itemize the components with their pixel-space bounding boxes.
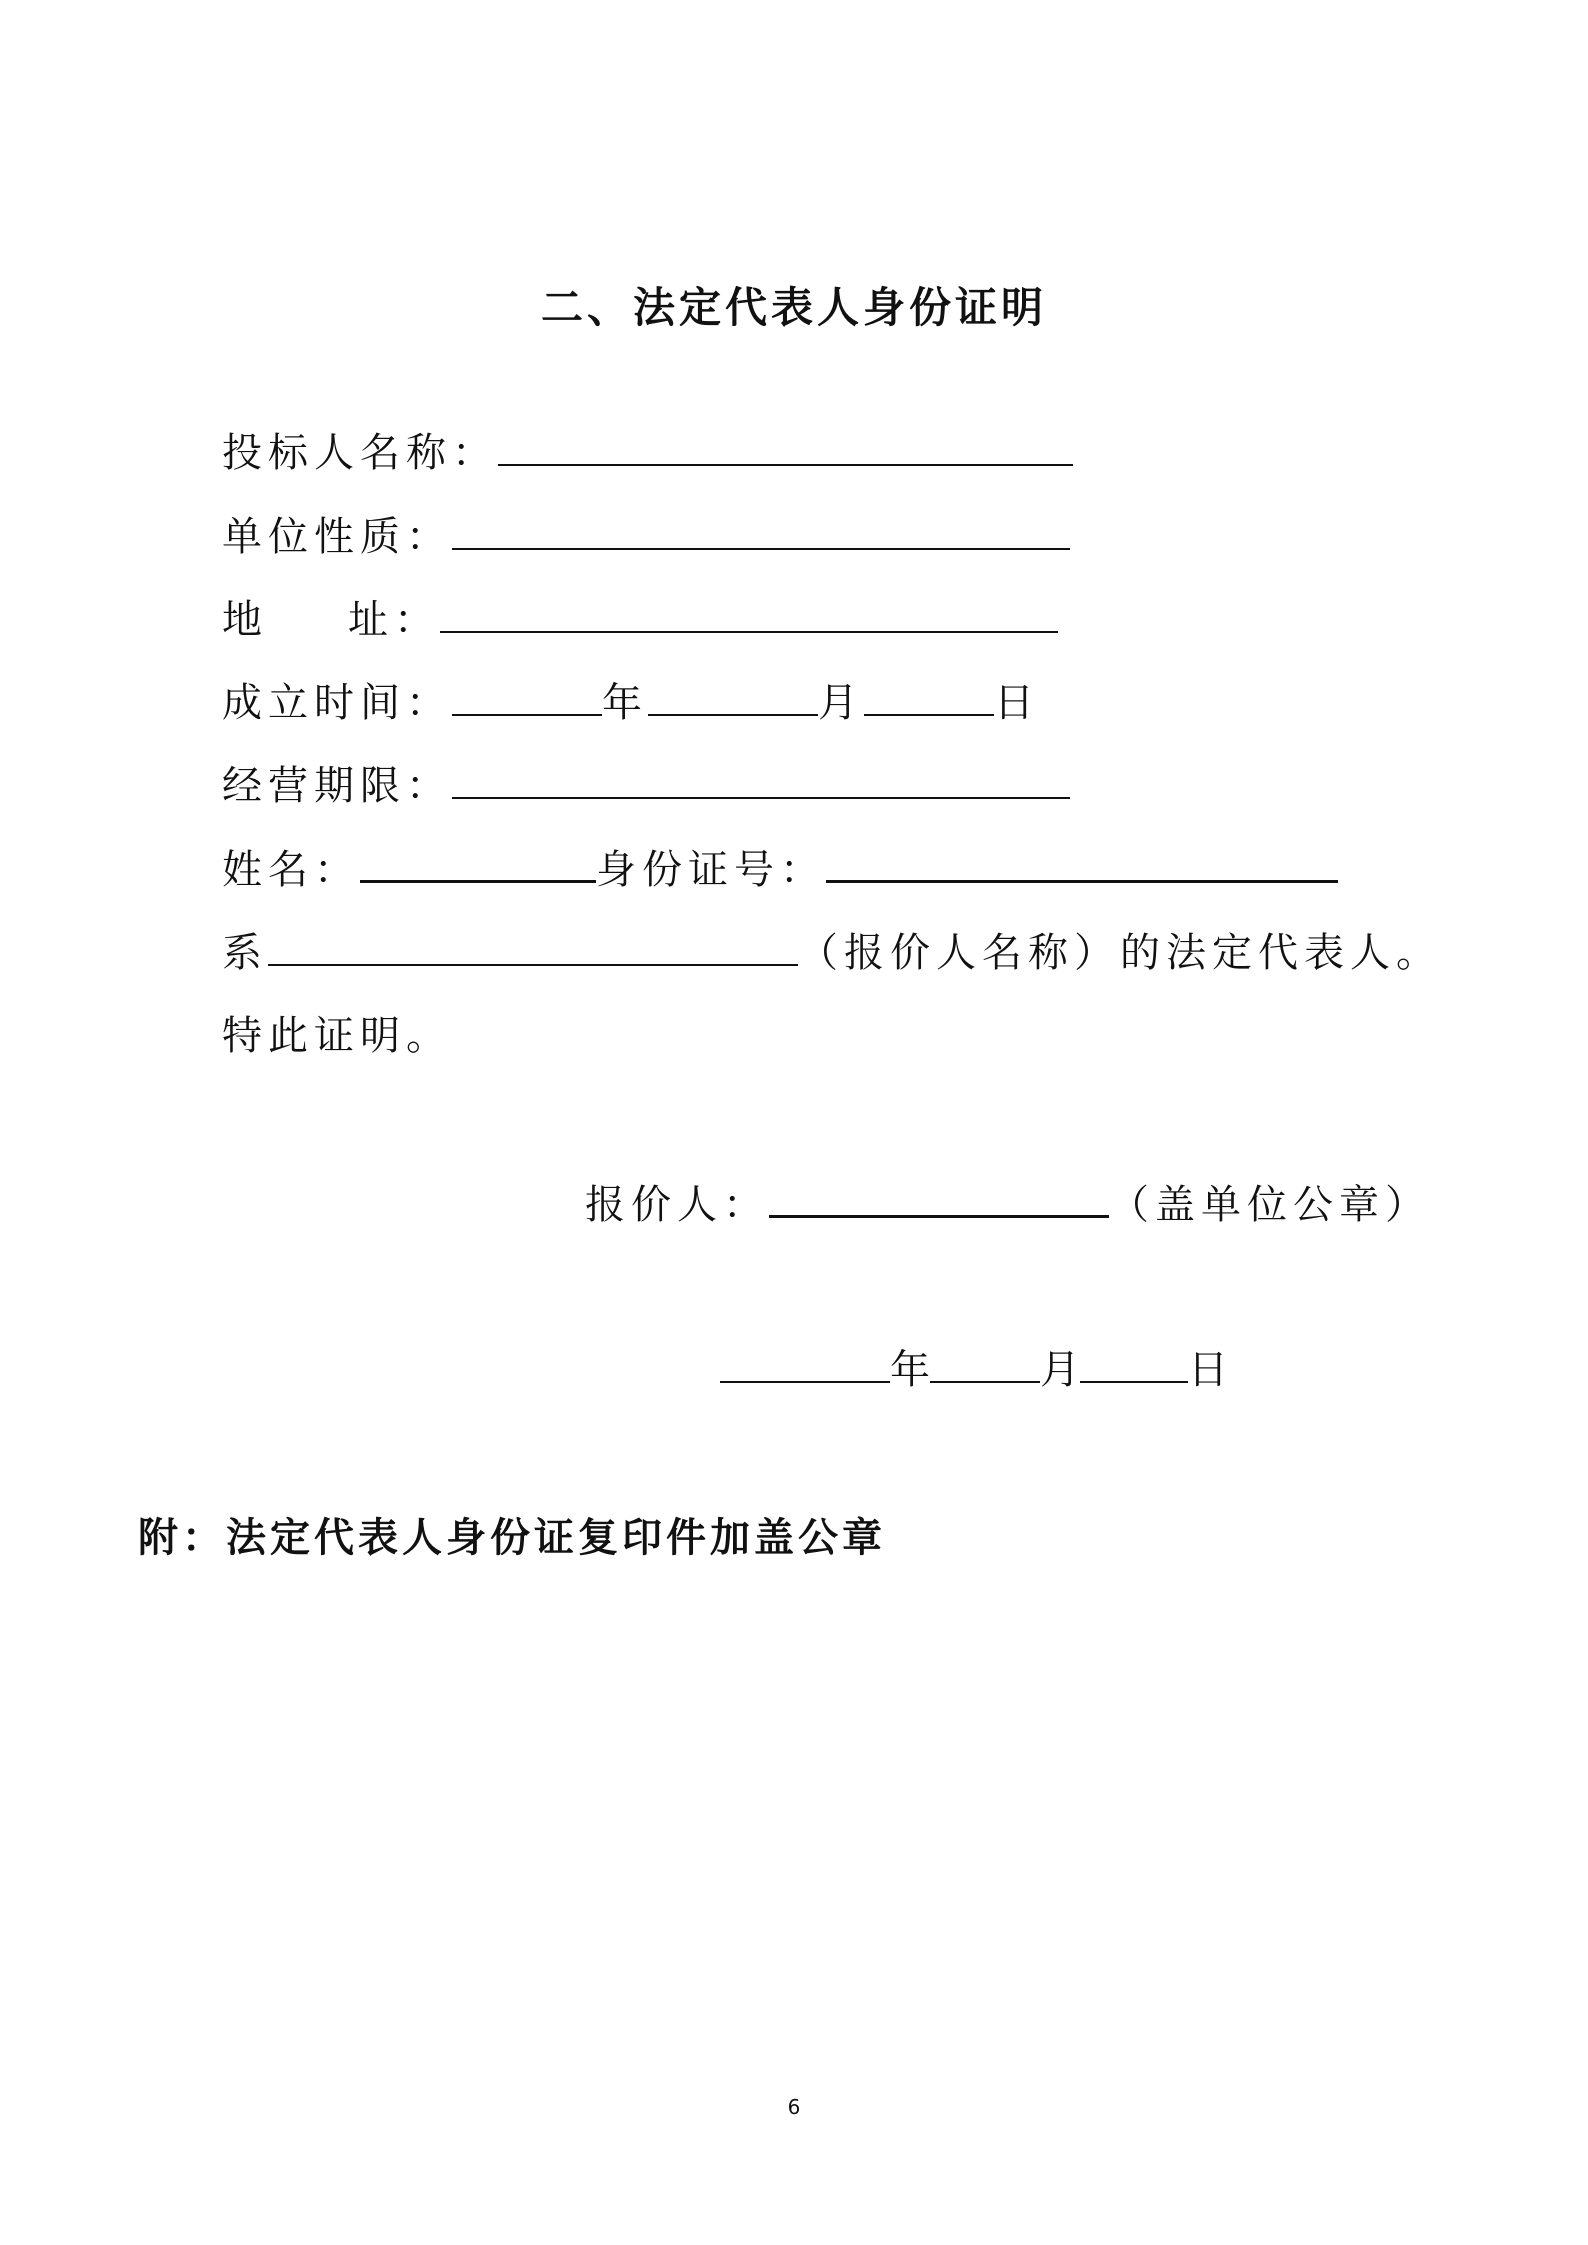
- established-day-blank[interactable]: [864, 678, 994, 716]
- relation-row: [222, 923, 1442, 983]
- address-blank[interactable]: [440, 595, 1058, 633]
- certify-row: [222, 1006, 452, 1066]
- relation-prefix: 系: [222, 930, 268, 976]
- address-label-second: 址：: [348, 597, 440, 643]
- signature-month-label: 月: [1040, 1347, 1080, 1393]
- established-day-label: 日: [994, 680, 1040, 726]
- name-id-row: [222, 840, 1338, 900]
- term-blank[interactable]: [452, 761, 1070, 799]
- id-number-blank[interactable]: [826, 844, 1338, 883]
- established-month-blank[interactable]: [648, 678, 818, 716]
- signature-year-label: 年: [890, 1347, 930, 1393]
- established-month-label: 月: [818, 680, 864, 726]
- bidder-name-row: [222, 423, 1073, 483]
- relation-suffix: （报价人名称）的法定代表人。: [798, 930, 1442, 976]
- signature-date-row: [720, 1340, 1228, 1400]
- bidder-name-blank[interactable]: [498, 428, 1073, 466]
- established-row: [222, 673, 1040, 733]
- seal-note: （盖单位公章）: [1109, 1182, 1431, 1228]
- id-label: 身份证号：: [596, 847, 826, 893]
- unit-nature-blank[interactable]: [452, 512, 1070, 550]
- quoter-blank[interactable]: [769, 1179, 1109, 1218]
- page-title: 二、法定代表人身份证明: [540, 283, 1047, 332]
- term-row: [222, 756, 1070, 816]
- name-label: 姓名：: [222, 847, 360, 893]
- established-label: 成立时间：: [222, 680, 452, 726]
- attachment-note: 附：法定代表人身份证复印件加盖公章: [138, 1515, 886, 1561]
- established-year-label: 年: [602, 680, 648, 726]
- signature-row: [585, 1175, 1431, 1235]
- address-label-first: 地: [222, 597, 268, 643]
- signature-day-blank[interactable]: [1080, 1345, 1188, 1383]
- bidder-name-label: 投标人名称：: [222, 430, 498, 476]
- quoter-label: 报价人：: [585, 1182, 769, 1228]
- certify-text: 特此证明。: [222, 1013, 452, 1059]
- unit-nature-label: 单位性质：: [222, 514, 452, 560]
- unit-nature-row: [222, 507, 1070, 567]
- relation-blank[interactable]: [268, 928, 798, 966]
- term-label: 经营期限：: [222, 763, 452, 809]
- signature-year-blank[interactable]: [720, 1345, 890, 1383]
- signature-day-label: 日: [1188, 1347, 1228, 1393]
- name-blank[interactable]: [360, 844, 596, 883]
- page-number: 6: [787, 2095, 801, 2119]
- address-row: [222, 590, 1058, 650]
- established-year-blank[interactable]: [452, 678, 602, 716]
- signature-month-blank[interactable]: [930, 1345, 1040, 1383]
